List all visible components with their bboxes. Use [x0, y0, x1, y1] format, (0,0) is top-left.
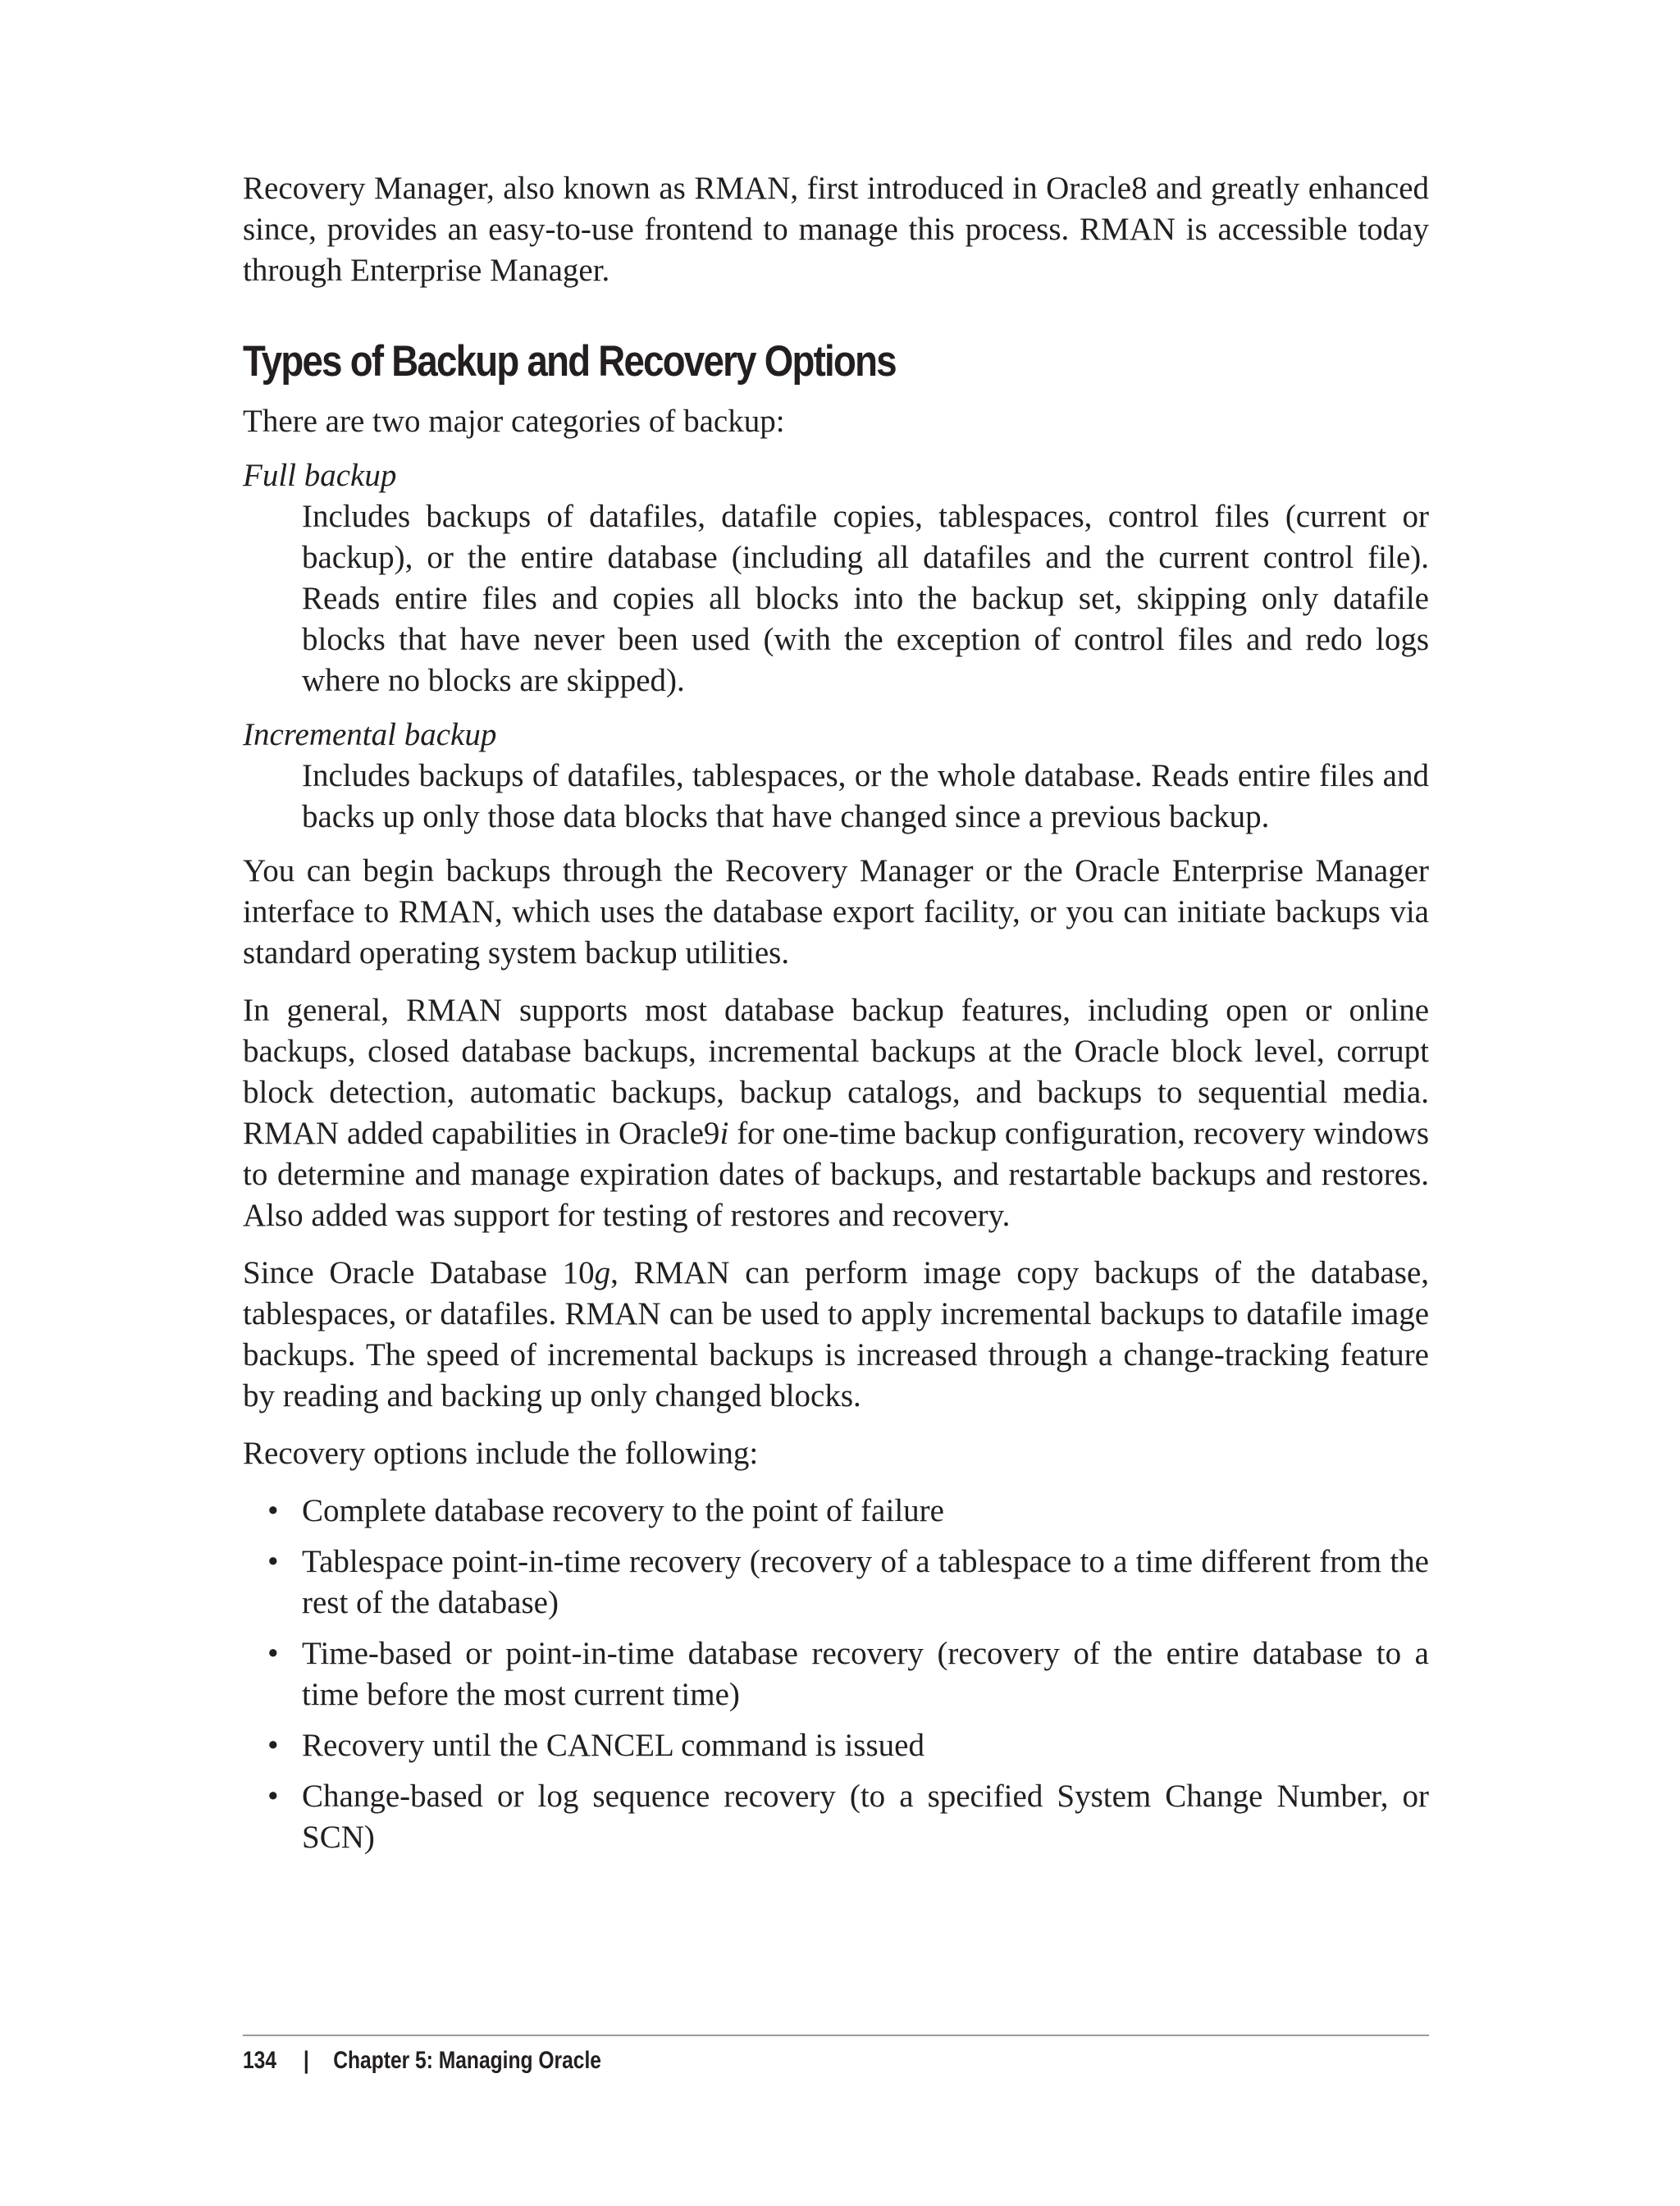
page-body — [243, 168, 1429, 1868]
chapter-title: Chapter 5: Managing Oracle — [333, 2047, 601, 2074]
list-item: • Time-based or point-in-time database recovery (recovery of the entire database to a time before the most current time) — [243, 1633, 1429, 1715]
page-footer — [243, 2044, 601, 2077]
footer-separator: | — [303, 2047, 309, 2074]
list-item: • Tablespace point-in-time recovery (recovery of a tablespace to a time different from the rest of the database) — [243, 1541, 1429, 1624]
bullet-icon: • — [267, 1728, 279, 1763]
paragraph-rman-features: In general, RMAN supports most database backup features, including open or online backups, closed database backups, incremental backups at the Oracle block level, corrupt block detection, automatic backups, backup catalogs, and backups to sequential media. RMAN added capabilities in Oracle9i for one-time backup configuration, recovery windows to determine and manage expiration dates of backups, and restartable backups and restores. Also added was support for testing of restores and recovery. — [243, 993, 1429, 1233]
recovery-options-list — [243, 1491, 1429, 1858]
term-incremental-backup: Incremental backup — [243, 717, 497, 752]
definition-incremental-backup: Includes backups of datafiles, tablespaces, or the whole database. Reads entire files and backs up only those data blocks that have changed since a previous backup. — [302, 758, 1429, 834]
intro-paragraph: Recovery Manager, also known as RMAN, first introduced in Oracle8 and greatly enhanced since, provides an easy-to-use frontend to manage this process. RMAN is accessible today through Enterprise Manager. — [243, 171, 1429, 288]
list-item: • Recovery until the CANCEL command is issued — [243, 1725, 1429, 1766]
list-item: • Complete database recovery to the point of failure — [243, 1491, 1429, 1532]
page-number: 134 — [243, 2047, 277, 2074]
bullet-icon: • — [267, 1544, 279, 1579]
section-heading: Types of Backup and Recovery Options — [243, 337, 896, 386]
paragraph-oracle-10g: Since Oracle Database 10g, RMAN can perform image copy backups of the database, tablespaces, or datafiles. RMAN can be used to apply incremental backups to datafile image backups. The speed of incremental backups is increased through a change-tracking feature by reading and backing up only changed blocks. — [243, 1255, 1430, 1414]
paragraph-recovery-options-lead: Recovery options include the following: — [243, 1436, 759, 1471]
term-full-backup: Full backup — [243, 458, 397, 493]
list-item: • Change-based or log sequence recovery (to a specified System Change Number, or SCN) — [243, 1776, 1429, 1858]
definition-full-backup: Includes backups of datafiles, datafile copies, tablespaces, control files (current or backup), or the entire database (including all datafiles and the current control file). Reads entire files and copies all blocks into the backup set, skipping only datafile blocks that have never been used (with the exception of control files and redo logs where no blocks are skipped). — [302, 499, 1429, 698]
paragraph-begin-backups: You can begin backups through the Recovery Manager or the Oracle Enterprise Manager interface to RMAN, which uses the database export facility, or you can initiate backups via standard operating system backup utilities. — [243, 853, 1429, 971]
lead-paragraph: There are two major categories of backup: — [243, 404, 785, 439]
bullet-icon: • — [267, 1636, 279, 1671]
backup-categories — [243, 455, 1429, 838]
bullet-icon: • — [267, 1779, 279, 1814]
bullet-icon: • — [267, 1493, 279, 1528]
footer-divider — [243, 2035, 1429, 2036]
